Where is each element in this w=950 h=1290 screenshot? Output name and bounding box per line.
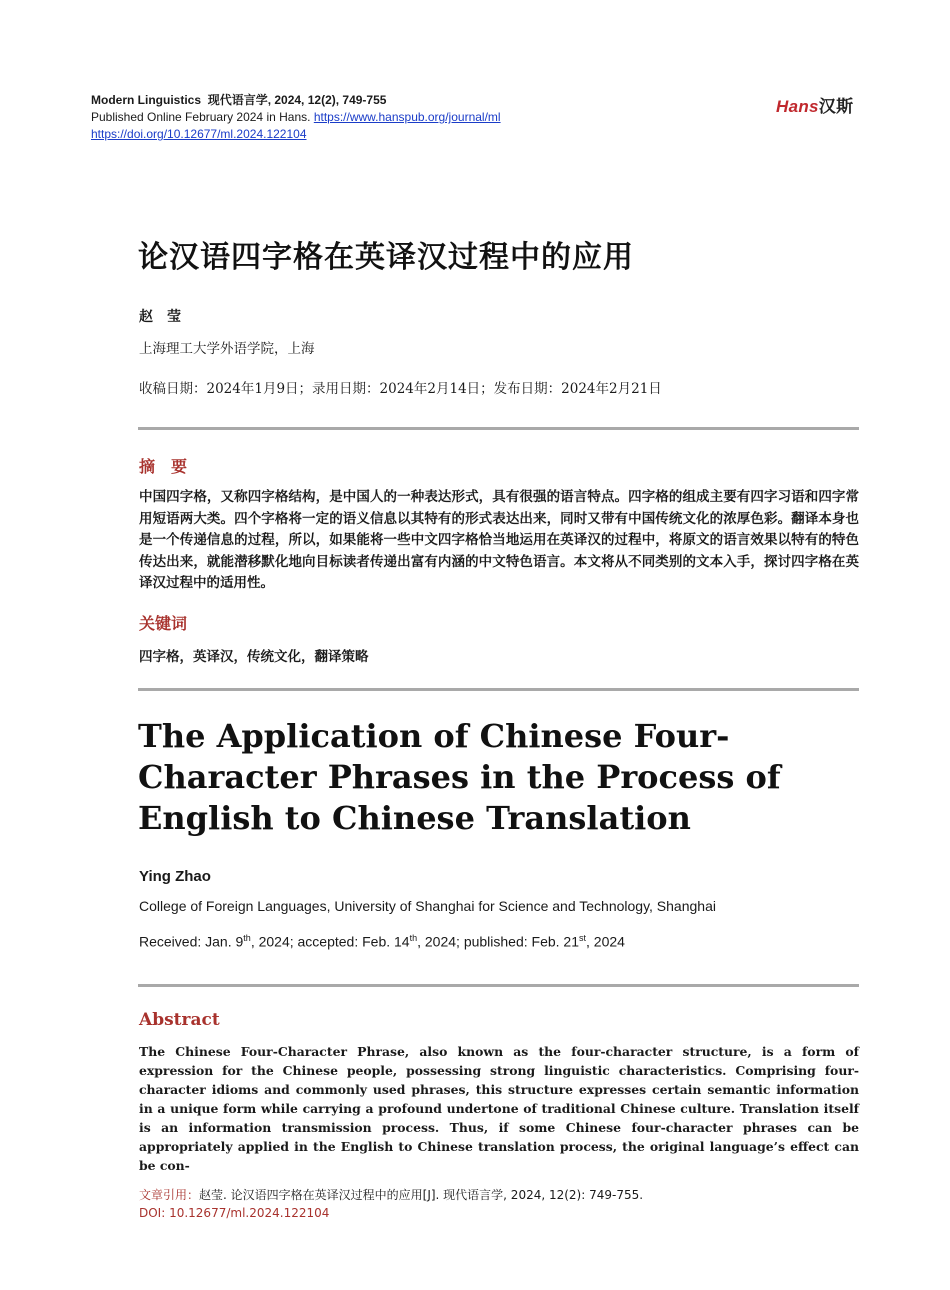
journal-header [91,92,501,143]
doi-line [91,126,501,143]
chinese-affiliation: 上海理工大学外语学院，上海 [139,341,315,357]
citation-label: 文章引用： [139,1188,200,1202]
chinese-abstract: 中国四字格，又称四字格结构，是中国人的一种表达形式，具有很强的语言特点。四字格的组成主要有四字习语和四字常用短语两大类。四个字格将一定的语义信息以其特有的形式表达出来，同时又带有中国传统文化的浓厚色彩。翻译本身也是一个传递信息的过程，所以，如果能将一些中文四字格恰当地运用在英译汉的过程中，将原文的语言效果以特有的特色传达出来，就能潜移默化地向目标读者传递出富有内涵的中文特色语言。本文将从不同类别的文本入手，探讨四字格在英译汉过程中的适用性。 [139,489,859,592]
divider [138,688,859,691]
chinese-abstract-heading: 摘 要 [139,457,188,476]
journal-name: Modern Linguistics [91,93,202,107]
logo-en: Hans [776,97,819,116]
citation-line [139,1186,643,1204]
divider [138,427,859,430]
hans-logo [776,92,853,117]
chinese-author: 赵莹 [139,309,195,325]
chinese-keywords-heading: 关键词 [139,614,188,633]
journal-issue: 现代语言学, 2024, 12(2), 749-755 [207,93,387,107]
divider [138,984,859,987]
chinese-keywords: 四字格，英译汉，传统文化，翻译策略 [139,649,369,665]
chinese-title: 论汉语四字格在英译汉过程中的应用 [138,240,634,275]
english-abstract-heading: Abstract [139,1010,220,1030]
english-author: Ying Zhao [139,868,211,885]
doi-link[interactable]: https://doi.org/10.12677/ml.2024.122104 [91,127,307,141]
chinese-dates: 收稿日期：2024年1月9日；录用日期：2024年2月14日；发布日期：2024年2月21日 [139,381,662,397]
citation-doi: DOI: 10.12677/ml.2024.122104 [139,1206,330,1220]
published-line [91,109,501,126]
published-text: Published Online February 2024 in Hans. [91,110,311,124]
citation-block [139,1186,643,1222]
english-title: The Application of Chinese Four-Character Phrases in the Process of English to Chinese Translation [138,717,781,837]
logo-cn: 汉斯 [818,97,854,116]
english-dates: Received: Jan. 9th, 2024; accepted: Feb. 14th, 2024; published: Feb. 21st, 2024 [139,933,625,950]
citation-text: 赵莹. 论汉语四字格在英译汉过程中的应用[J]. 现代语言学, 2024, 12(2): 749-755. [199,1188,644,1202]
journal-line [91,92,501,109]
english-abstract: The Chinese Four-Character Phrase, also known as the four-character structure, is a form of expression for the Chinese people, possessing strong linguistic characteristics. Comprising four-character idioms and commonly used phrases, this structure expresses certain semantic information in a unique form while carrying a profound undertone of traditional Chinese culture. Translation itself is an information transmission process. Thus, if some Chinese four-character phrases can be appropriately applied in the English to Chinese translation process, the original language’s effect can be con- [139,1044,859,1173]
journal-link[interactable]: https://www.hanspub.org/journal/ml [313,110,501,124]
english-affiliation: College of Foreign Languages, University of Shanghai for Science and Technology, Shanghai [139,898,716,914]
